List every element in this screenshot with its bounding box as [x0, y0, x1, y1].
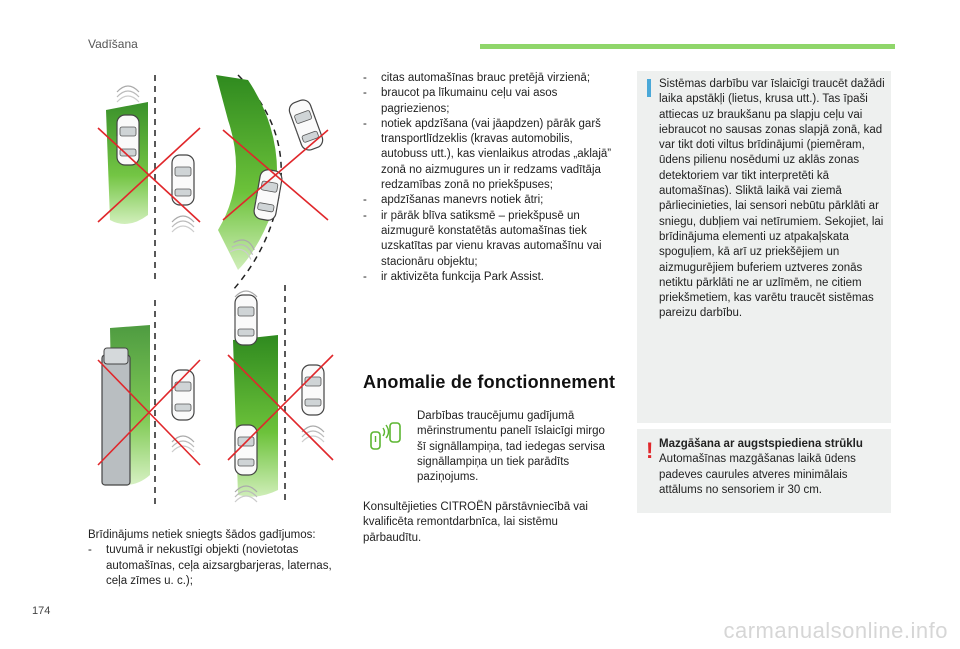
list-item: - ir aktivizēta funkcija Park Assist. [363, 270, 544, 283]
exclamation-icon: ! [646, 438, 654, 463]
scene-dense-traffic [228, 285, 333, 505]
list-item-text: tuvumā ir nekustīgi objekti (novietotas automašīnas, ceļa aizsargbarjeras, laternas, ceļa zīmes u. c.); [106, 544, 332, 587]
section-title-anomaly: Anomalie de fonctionnement [363, 372, 616, 392]
scene-winding-road [216, 75, 328, 290]
header-section-label: Vadīšana [88, 37, 138, 51]
anomaly-description: Darbības traucējumu gadījumā mērinstrumentu panelī īslaicīgi mirgo šī signāllampiņa, tad iedegas servisa signāllampiņa un tiek parādīts paziņojums. [417, 410, 605, 484]
info-box-weather [637, 71, 891, 423]
list-item: - citas automašīnas brauc pretējā virzienā; [363, 72, 591, 84]
no-warning-cases-continued [363, 71, 613, 285]
list-item: - braucot pa līkumainu ceļu vai asos pagriezienos; [363, 87, 558, 115]
header-accent-bar [480, 44, 895, 49]
no-warning-intro: Brīdinājums netiek sniegts šādos gadījumos: [88, 529, 316, 541]
list-item: - tuvumā ir nekustīgi objekti (novietotas automašīnas, ceļa aizsargbarjeras, laternas, ceļa zīmes u. c.); [88, 544, 332, 587]
warning-box-high-pressure-wash [637, 429, 891, 513]
blind-spot-illustration [88, 70, 356, 510]
scene-long-vehicle [98, 300, 200, 505]
wash-box-text: Automašīnas mazgāšanas laikā ūdens padeves caurules atveres minimālais attālums no sensoriem ir 30 cm. [659, 453, 856, 496]
blind-spot-warning-lamp-icon [366, 420, 406, 454]
list-item: - ir pārāk blīva satiksmē – priekšpusē un aizmugurē konstatētās automašīnas tiek uzskatītas par vienu kravas automašīnu vai stacionāru objektu; [363, 209, 602, 268]
info-icon [647, 79, 651, 97]
list-item: - notiek apdzīšana (vai jāapdzen) pārāk garš transportlīdzeklis (kravas automobilis, autobuss utt.), kas vienlaikus atrodas „aklajā” zonā no aizmugures un ir redzams vadītāja redzamības zonā no priekšpuses; [363, 117, 612, 192]
consult-dealer-text: Konsultējieties CITROËN pārstāvniecībā vai kvalificēta remontdarbnīca, lai sistēmu pārbaudītu. [363, 501, 588, 544]
scene-oncoming-traffic [98, 75, 200, 280]
list-item: - apdzīšanas manevrs notiek ātri; [363, 194, 544, 207]
wash-box-title: Mazgāšana ar augstspiediena strūklu [659, 438, 863, 450]
info-box-text: Sistēmas darbību var īslaicīgi traucēt dažādi laika apstākļi (lietus, krusa utt.). Tas īpaši attiecas uz braukšanu pa slapju ceļu vai iebraucot no sausas zonas slapjā zonā, kad var tikt doti viltus brīdinājumi (piemēram, ūdens pilienu nosēdumi uz aklās zonas detektoriem var tikt interpretēti kā automašīnas). Sliktā laikā vai ziemā pārliecinieties, lai sensori nebūtu pārklāti ar sniegu, dubļiem vai netīrumiem. Sekojiet, lai brīdinājuma elementi uz atpakaļskata spoguļiem, kā arī uz priekšējiem un aizmugurējiem buferiem uztveres zonās netiktu pārklāti ne ar uzlīmēm, ne citiem priekšmetiem, kas varētu traucēt sistēmas pareizu darbību. [659, 78, 885, 320]
page-number: 174 [32, 605, 51, 617]
watermark: carmanualsonline.info [723, 618, 948, 643]
no-warning-cases [88, 528, 350, 589]
wash-box-content [659, 437, 887, 498]
